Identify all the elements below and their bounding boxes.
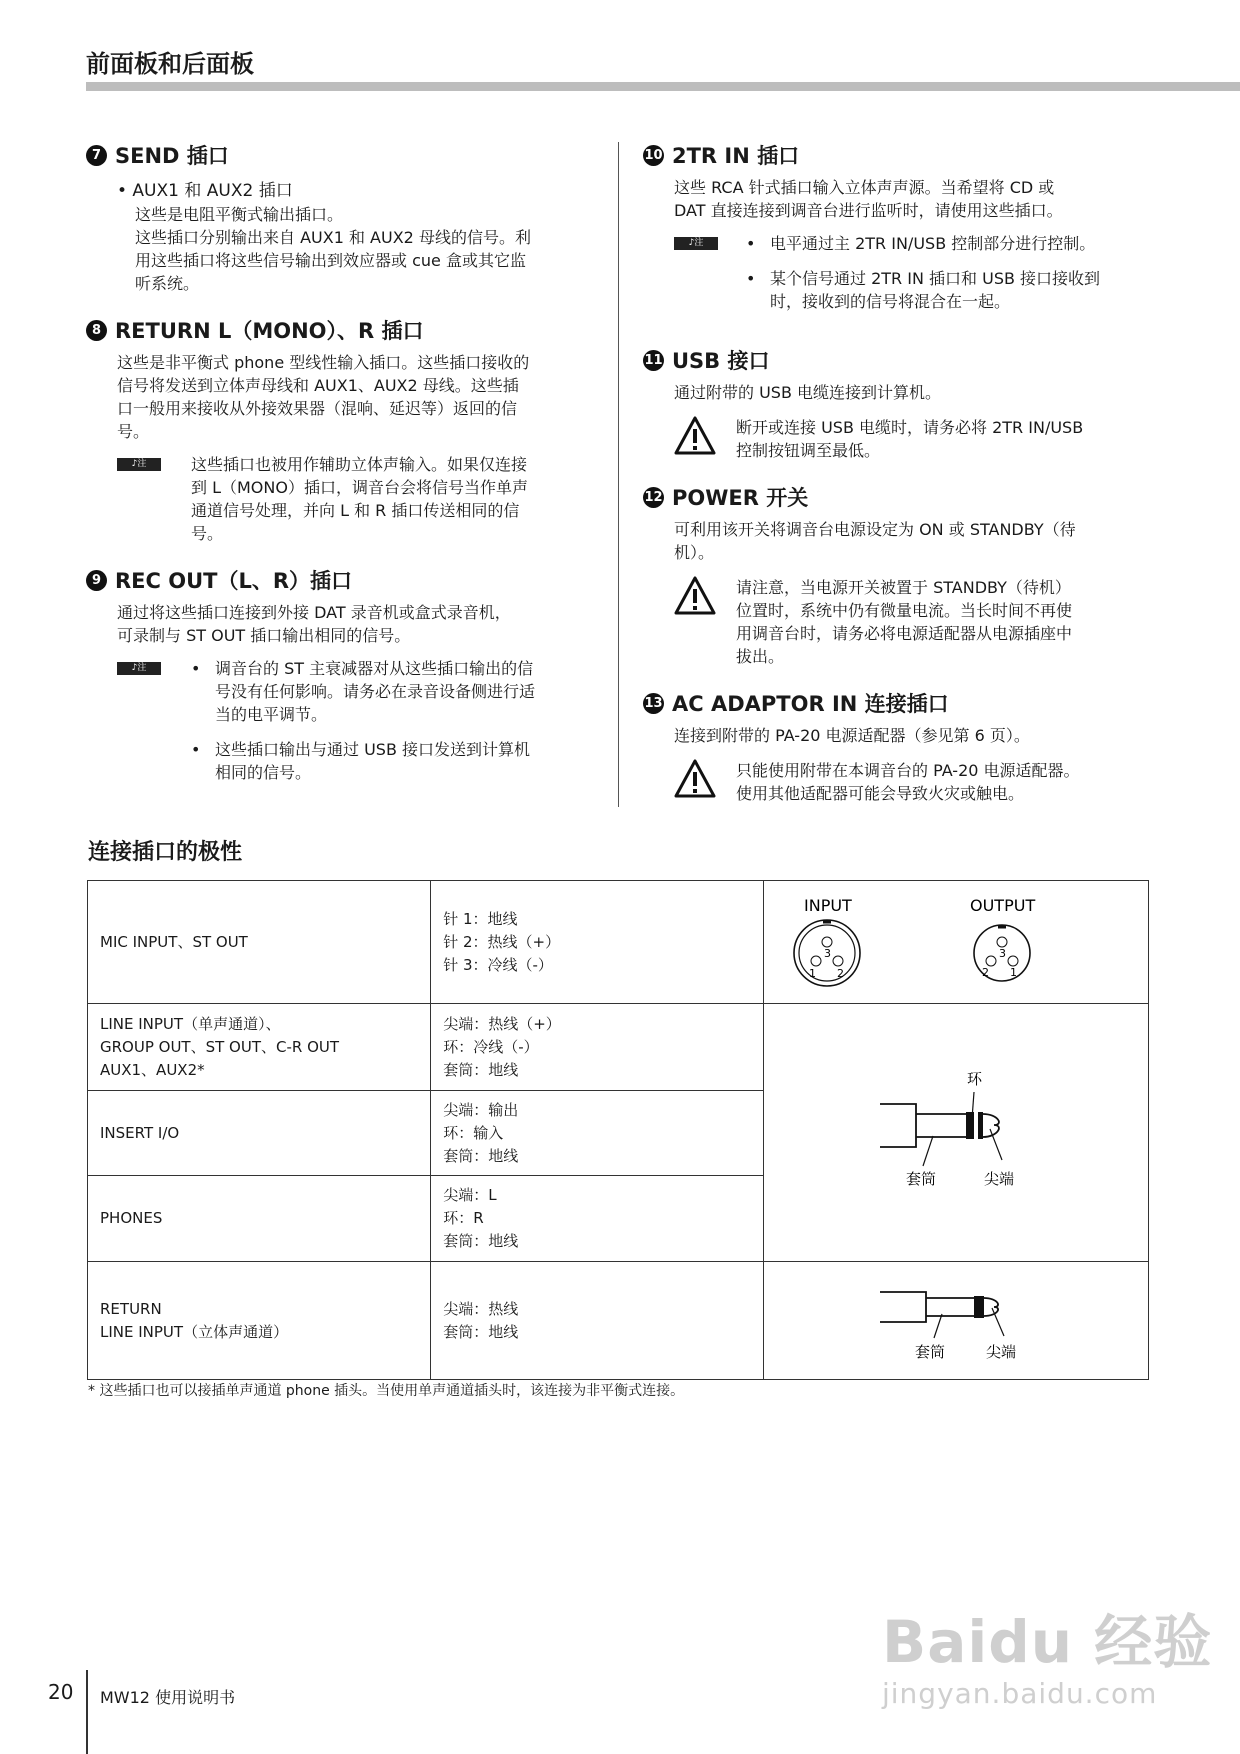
note-item: • 某个信号通过 2TR IN 插口和 USB 接口接收到 时，接收到的信号将混合在一起。 bbox=[746, 269, 1101, 311]
pin-cell: 尖端：输出 环：输入 套筒：地线 bbox=[431, 1091, 764, 1176]
section-title: REC OUT（L、R）插口 bbox=[115, 569, 353, 593]
jack-cell: MIC INPUT、ST OUT bbox=[88, 881, 431, 1004]
trs-plug-diagram bbox=[776, 1004, 1136, 1254]
text-line: 机）。 bbox=[674, 543, 715, 562]
warning-block bbox=[643, 416, 1163, 462]
jack-cell: PHONES bbox=[88, 1175, 431, 1261]
note-line: 这些插口也被用作辅助立体声输入。如果仅连接 bbox=[191, 455, 528, 474]
text-line: 这些是非平衡式 phone 型线性输入插口。这些插口接收的 bbox=[117, 353, 530, 372]
warning-icon bbox=[674, 759, 716, 799]
text-line: 听系统。 bbox=[135, 274, 200, 293]
warning-line: 用调音台时，请务必将电源适配器从电源插座中 bbox=[736, 624, 1073, 643]
xlr-output-icon bbox=[974, 925, 1030, 981]
note-icon: ♪ 注 bbox=[117, 662, 161, 675]
section-ac-adaptor bbox=[643, 688, 1163, 805]
section-title: SEND 插口 bbox=[115, 144, 229, 168]
watermark-url: jingyan.baidu.com bbox=[882, 1677, 1158, 1710]
warning-icon bbox=[674, 416, 716, 456]
polarity-heading: 连接插口的极性 bbox=[88, 840, 243, 865]
section-2tr-in bbox=[643, 140, 1163, 325]
note-block bbox=[86, 453, 594, 545]
pin-cell: 尖端：热线 套筒：地线 bbox=[431, 1262, 764, 1380]
polarity-table bbox=[87, 880, 1149, 1380]
note-item: • 调音台的 ST 主衰减器对从这些插口输出的信 号没有任何影响。请务必在录音设备侧进行适 当的电平调节。 bbox=[191, 659, 536, 724]
text-line: 通过将这些插口连接到外接 DAT 录音机或盒式录音机， bbox=[117, 603, 511, 622]
watermark bbox=[882, 1595, 1212, 1710]
trs-diagram-cell bbox=[764, 1004, 1149, 1262]
note-line: 时，接收到的信号将混合在一起。 bbox=[770, 292, 1011, 311]
table-row bbox=[88, 881, 1149, 1004]
note-line: 到 L（MONO）插口，调音台会将信号当作单声 bbox=[191, 478, 528, 497]
warning-line: 只能使用附带在本调音台的 PA-20 电源适配器。 bbox=[736, 761, 1080, 780]
note-block bbox=[643, 232, 1163, 325]
number-13-icon: 13 bbox=[643, 693, 664, 714]
section-title: 2TR IN 插口 bbox=[672, 144, 800, 168]
text-line: 这些是电阻平衡式输出插口。 bbox=[135, 205, 344, 224]
section-title: AC ADAPTOR IN 连接插口 bbox=[672, 692, 949, 716]
ts-plug-diagram bbox=[776, 1262, 1136, 1372]
footer-rule bbox=[86, 1670, 88, 1754]
left-column bbox=[86, 140, 594, 816]
svg-text:2: 2 bbox=[837, 967, 844, 980]
section-rec-out bbox=[86, 565, 594, 796]
footnote: * 这些插口也可以接插单声通道 phone 插头。当使用单声通道插头时，该连接为非平衡式连接。 bbox=[88, 1383, 685, 1399]
text-line: DAT 直接连接到调音台进行监听时，请使用这些插口。 bbox=[674, 201, 1063, 220]
section-title: POWER 开关 bbox=[672, 486, 809, 510]
number-11-icon: 11 bbox=[643, 350, 664, 371]
note-line: 相同的信号。 bbox=[215, 763, 312, 782]
number-12-icon: 12 bbox=[643, 487, 664, 508]
note-icon: ♪ 注 bbox=[117, 458, 161, 471]
xlr-output-label: OUTPUT bbox=[970, 896, 1036, 915]
xlr-diagram-cell bbox=[764, 881, 1149, 1004]
note-line: 当的电平调节。 bbox=[215, 705, 328, 724]
section-power bbox=[643, 482, 1163, 668]
page-header-title: 前面板和后面板 bbox=[86, 50, 254, 78]
pin-cell: 尖端：L 环：R 套筒：地线 bbox=[431, 1175, 764, 1261]
warning-line: 位置时，系统中仍有微量电流。当长时间不再使 bbox=[736, 601, 1073, 620]
warning-block bbox=[643, 576, 1163, 668]
pin-cell: 针 1：地线 针 2：热线（+） 针 3：冷线（-） bbox=[431, 881, 764, 1004]
text-line: 连接到附带的 PA-20 电源适配器（参见第 6 页）。 bbox=[674, 726, 1030, 745]
warning-line: 拔出。 bbox=[736, 647, 785, 666]
warning-line: 断开或连接 USB 电缆时，请务必将 2TR IN/USB bbox=[736, 418, 1084, 437]
number-10-icon: 10 bbox=[643, 145, 664, 166]
section-send bbox=[86, 140, 594, 295]
xlr-connector-diagram bbox=[776, 881, 1136, 996]
text-line: 号。 bbox=[117, 422, 150, 441]
watermark-brand: Baidu 经验 bbox=[882, 1608, 1213, 1676]
note-line: 某个信号通过 2TR IN 插口和 USB 接口接收到 bbox=[770, 269, 1101, 288]
note-item: • 这些插口输出与通过 USB 接口发送到计算机 相同的信号。 bbox=[191, 740, 531, 782]
note-line: 调音台的 ST 主衰减器对从这些插口输出的信 bbox=[215, 659, 534, 678]
trs-ring-label: 环 bbox=[967, 1070, 983, 1088]
text-line: 用这些插口将这些信号输出到效应器或 cue 盒或其它监 bbox=[135, 251, 526, 270]
pin-cell: 尖端：热线（+） 环：冷线（-） 套筒：地线 bbox=[431, 1004, 764, 1091]
text-line: 这些插口分别输出来自 AUX1 和 AUX2 母线的信号。利 bbox=[135, 228, 531, 247]
ts-sleeve-label: 套筒 bbox=[915, 1343, 946, 1361]
number-7-icon: 7 bbox=[86, 145, 107, 166]
note-line: 号。 bbox=[191, 524, 224, 543]
note-block bbox=[86, 657, 594, 796]
table-row bbox=[88, 1004, 1149, 1091]
section-usb bbox=[643, 345, 1163, 462]
xlr-input-icon bbox=[794, 920, 860, 986]
note-item: • 电平通过主 2TR IN/USB 控制部分进行控制。 bbox=[746, 234, 1096, 253]
warning-line: 控制按钮调至最低。 bbox=[736, 441, 881, 460]
note-icon: ♪ 注 bbox=[674, 237, 718, 250]
page-number: 20 bbox=[48, 1680, 74, 1704]
header-rule bbox=[86, 82, 1240, 91]
right-column bbox=[643, 140, 1163, 825]
section-title: USB 接口 bbox=[672, 349, 770, 373]
trs-sleeve-label: 套筒 bbox=[906, 1170, 937, 1188]
svg-text:2: 2 bbox=[982, 966, 989, 979]
column-divider bbox=[618, 142, 619, 807]
warning-line: 使用其他适配器可能会导致火灾或触电。 bbox=[736, 784, 1025, 803]
text-line: 可利用该开关将调音台电源设定为 ON 或 STANDBY（待 bbox=[674, 520, 1076, 539]
book-title: MW12 使用说明书 bbox=[100, 1688, 236, 1707]
text-line: 口一般用来接收从外接效果器（混响、延迟等）返回的信 bbox=[117, 399, 518, 418]
section-return bbox=[86, 315, 594, 545]
jack-cell: RETURN LINE INPUT（立体声通道） bbox=[88, 1262, 431, 1380]
ts-tip-label: 尖端 bbox=[986, 1343, 1017, 1361]
svg-text:3: 3 bbox=[999, 947, 1006, 960]
note-line: 通道信号处理，并向 L 和 R 插口传送相同的信 bbox=[191, 501, 520, 520]
svg-text:3: 3 bbox=[824, 947, 831, 960]
text-line: 这些 RCA 针式插口输入立体声声源。当希望将 CD 或 bbox=[674, 178, 1055, 197]
table-row bbox=[88, 1262, 1149, 1380]
svg-text:1: 1 bbox=[809, 967, 816, 980]
section-title: RETURN L（MONO）、R 插口 bbox=[115, 319, 424, 343]
ts-diagram-cell bbox=[764, 1262, 1149, 1380]
text-line: 信号将发送到立体声母线和 AUX1、AUX2 母线。这些插 bbox=[117, 376, 519, 395]
xlr-input-label: INPUT bbox=[804, 896, 852, 915]
note-line: 号没有任何影响。请务必在录音设备侧进行适 bbox=[215, 682, 536, 701]
trs-tip-label: 尖端 bbox=[984, 1170, 1015, 1188]
bullet-heading: • AUX1 和 AUX2 插口 bbox=[117, 181, 293, 201]
text-line: 可录制与 ST OUT 插口输出相同的信号。 bbox=[117, 626, 411, 645]
warning-line: 请注意，当电源开关被置于 STANDBY（待机） bbox=[736, 578, 1071, 597]
number-9-icon: 9 bbox=[86, 570, 107, 591]
note-line: 这些插口输出与通过 USB 接口发送到计算机 bbox=[215, 740, 531, 759]
warning-icon bbox=[674, 576, 716, 616]
jack-cell: INSERT I/O bbox=[88, 1091, 431, 1176]
text-line: 通过附带的 USB 电缆连接到计算机。 bbox=[674, 383, 942, 402]
svg-text:1: 1 bbox=[1010, 966, 1017, 979]
number-8-icon: 8 bbox=[86, 320, 107, 341]
note-line: 电平通过主 2TR IN/USB 控制部分进行控制。 bbox=[770, 234, 1096, 253]
warning-block bbox=[643, 759, 1163, 805]
jack-cell: LINE INPUT（单声通道）、 GROUP OUT、ST OUT、C-R OUT AUX1、AUX2* bbox=[88, 1004, 431, 1091]
